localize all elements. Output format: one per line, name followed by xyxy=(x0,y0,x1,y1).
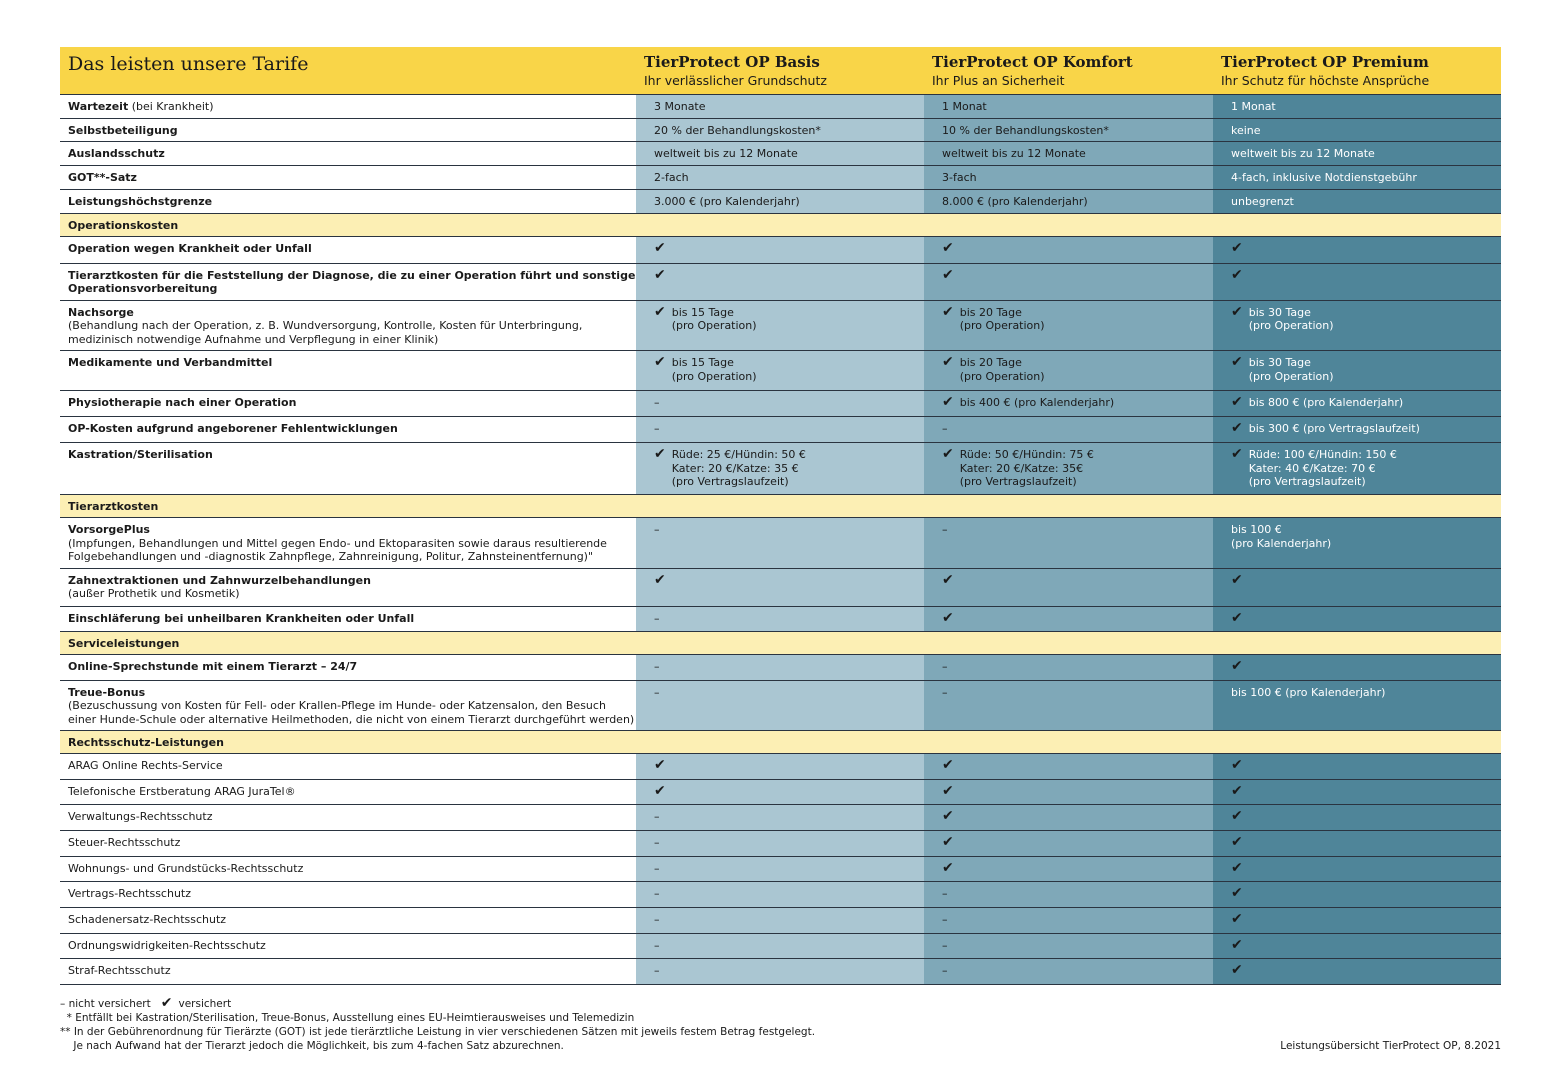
row-label xyxy=(60,236,636,263)
row-label-bold: Einschläferung bei unheilbaren Krankheiten oder Unfall xyxy=(68,611,415,625)
check-icon: ✔ xyxy=(654,354,666,370)
value-cell-premium xyxy=(1213,882,1501,908)
row-label xyxy=(60,417,636,443)
value-cell-komfort xyxy=(924,190,1213,214)
tariff-table xyxy=(60,47,1501,985)
table-row xyxy=(60,959,1501,985)
value-cell-komfort xyxy=(924,300,1213,351)
check-icon: ✔ xyxy=(1231,911,1243,927)
value-cell-premium xyxy=(1213,94,1501,118)
value-text: – xyxy=(942,685,948,699)
check-icon: ✔ xyxy=(1231,834,1243,850)
check-icon: ✔ xyxy=(942,354,954,370)
value-cell-komfort xyxy=(924,236,1213,263)
value-cell-basis xyxy=(636,831,924,857)
row-label xyxy=(60,391,636,417)
row-label xyxy=(60,654,636,680)
table-row xyxy=(60,417,1501,443)
row-label-text: (bei Krankheit) xyxy=(128,99,214,113)
row-label-bold: Kastration/Sterilisation xyxy=(68,448,213,461)
check-icon: ✔ xyxy=(1231,962,1243,978)
value-cell-komfort xyxy=(924,568,1213,606)
row-label-text: Ordnungswidrigkeiten-Rechtsschutz xyxy=(68,939,266,952)
row-label-note: (außer Prothetik und Kosmetik) xyxy=(68,587,240,600)
value-cell-basis xyxy=(636,805,924,831)
value-cell-premium xyxy=(1213,142,1501,166)
row-label xyxy=(60,166,636,190)
section-row xyxy=(60,631,1501,654)
row-label xyxy=(60,857,636,882)
value-cell-basis xyxy=(636,300,924,351)
check-icon: ✔ xyxy=(654,303,666,320)
value-text: bis 30 Tage (pro Operation) xyxy=(1248,356,1334,383)
value-cell-premium xyxy=(1213,680,1501,731)
value-text: – xyxy=(942,659,948,673)
check-icon: ✔ xyxy=(654,239,666,256)
value-cell-premium xyxy=(1213,300,1501,351)
legend-insured: versichert xyxy=(178,998,232,1010)
value-cell-premium xyxy=(1213,190,1501,214)
check-icon: ✔ xyxy=(942,783,954,799)
value-cell-komfort xyxy=(924,934,1213,959)
check-icon: ✔ xyxy=(1231,446,1243,462)
check-icon: ✔ xyxy=(942,266,954,283)
row-label-note: (Behandlung nach der Operation, z. B. Wundversorgung, Kontrolle, Kosten für Unterbringung, medizinisch notwendige Aufnahme und Verpflegung in einer Klinik) xyxy=(68,319,583,346)
section-label: Rechtsschutz-Leistungen xyxy=(60,731,1501,754)
value-cell-premium xyxy=(1213,754,1501,780)
value-text: weltweit bis zu 12 Monate xyxy=(942,147,1086,160)
value-cell-basis xyxy=(636,166,924,190)
value-text: bis 20 Tage (pro Operation) xyxy=(959,305,1045,332)
value-text: – xyxy=(942,913,948,926)
value-cell-premium xyxy=(1213,443,1501,495)
table-title: Das leisten unsere Tarife xyxy=(68,53,309,75)
value-cell-basis xyxy=(636,568,924,606)
value-cell-komfort xyxy=(924,518,1213,569)
value-cell-premium xyxy=(1213,908,1501,934)
value-cell-premium xyxy=(1213,118,1501,142)
value-text: – xyxy=(654,964,660,977)
value-cell-komfort xyxy=(924,780,1213,805)
check-icon: ✔ xyxy=(1231,609,1243,626)
value-cell-komfort xyxy=(924,166,1213,190)
table-row xyxy=(60,831,1501,857)
value-cell-premium xyxy=(1213,263,1501,300)
value-cell-komfort xyxy=(924,680,1213,731)
check-icon: ✔ xyxy=(1231,885,1243,901)
value-text: – xyxy=(654,836,660,849)
row-label-bold: Tierarztkosten für die Feststellung der Diagnose, die zu einer Operation führt und sonstige Operationsvorbereitung xyxy=(68,268,636,295)
value-cell-basis xyxy=(636,94,924,118)
value-text: – xyxy=(942,422,948,435)
value-text: weltweit bis zu 12 Monate xyxy=(1231,147,1375,160)
row-label xyxy=(60,780,636,805)
row-label-text: ARAG Online Rechts-Service xyxy=(68,759,223,772)
value-cell-basis xyxy=(636,190,924,214)
check-icon: ✔ xyxy=(654,266,666,283)
value-cell-premium xyxy=(1213,606,1501,631)
value-text: – xyxy=(942,523,948,536)
table-row xyxy=(60,166,1501,190)
value-cell-basis xyxy=(636,934,924,959)
check-icon: ✔ xyxy=(654,783,666,799)
row-label xyxy=(60,190,636,214)
legend-not-insured: – nicht versichert xyxy=(60,998,151,1010)
value-cell-premium xyxy=(1213,518,1501,569)
row-label-note: (Bezuschussung von Kosten für Fell- oder Krallen-Pflege im Hunde- oder Katzensalon, den Besuch einer Hunde-Schule oder alternative Heilmethoden, die nicht von einem Tierarzt durchgeführt werden) xyxy=(68,699,635,726)
value-text: bis 800 € (pro Kalenderjahr) xyxy=(1248,396,1404,409)
row-label xyxy=(60,118,636,142)
check-icon: ✔ xyxy=(942,834,954,850)
row-label xyxy=(60,908,636,934)
value-text: – xyxy=(654,611,660,625)
check-icon: ✔ xyxy=(160,995,173,1011)
footer-notes xyxy=(60,997,815,1053)
row-label xyxy=(60,351,636,391)
check-icon: ✔ xyxy=(942,571,954,588)
value-text: Rüde: 25 €/Hündin: 50 € Kater: 20 €/Katze: 35 € (pro Vertragslaufzeit) xyxy=(671,448,806,488)
section-row xyxy=(60,495,1501,518)
value-cell-komfort xyxy=(924,805,1213,831)
value-cell-komfort xyxy=(924,908,1213,934)
value-cell-komfort xyxy=(924,443,1213,495)
table-row xyxy=(60,606,1501,631)
value-cell-komfort xyxy=(924,959,1213,985)
section-label: Tierarztkosten xyxy=(60,495,1501,518)
value-cell-basis xyxy=(636,443,924,495)
table-row xyxy=(60,236,1501,263)
value-text: 10 % der Behandlungskosten* xyxy=(942,123,1109,137)
row-label xyxy=(60,568,636,606)
plan-header-basis xyxy=(636,47,924,94)
row-label-bold: Medikamente und Verbandmittel xyxy=(68,356,273,369)
table-title-cell xyxy=(60,47,636,94)
row-label-bold: Wartezeit xyxy=(68,99,129,113)
value-text: keine xyxy=(1231,123,1261,137)
value-cell-basis xyxy=(636,391,924,417)
value-text: weltweit bis zu 12 Monate xyxy=(654,147,798,160)
value-text: – xyxy=(654,887,660,900)
value-cell-basis xyxy=(636,959,924,985)
row-label-note: (Impfungen, Behandlungen und Mittel gegen Endo- und Ektoparasiten sowie daraus resultierende Folgebehandlungen und -diagnostik Zahnpflege, Zahnreinigung, Politur, Zahnsteinentfernung)" xyxy=(68,536,607,563)
value-text: – xyxy=(942,939,948,952)
plan-tagline-komfort: Ihr Plus an Sicherheit xyxy=(932,73,1065,88)
value-cell-premium xyxy=(1213,351,1501,391)
section-row xyxy=(60,213,1501,236)
footnote-3: Je nach Aufwand hat der Tierarzt jedoch die Möglichkeit, bis zum 4-fachen Satz abzurechnen. xyxy=(60,1040,564,1052)
row-label-text: Verwaltungs-Rechtsschutz xyxy=(68,810,213,823)
check-icon: ✔ xyxy=(1231,860,1243,876)
value-cell-premium xyxy=(1213,417,1501,443)
row-label xyxy=(60,142,636,166)
check-icon: ✔ xyxy=(1231,657,1243,674)
value-text: Rüde: 100 €/Hündin: 150 € Kater: 40 €/Katze: 70 € (pro Vertragslaufzeit) xyxy=(1248,448,1397,488)
value-cell-basis xyxy=(636,606,924,631)
row-label xyxy=(60,805,636,831)
value-text: 1 Monat xyxy=(942,99,987,113)
row-label-text: Telefonische Erstberatung ARAG JuraTel® xyxy=(68,785,296,798)
value-text: – xyxy=(654,862,660,875)
value-cell-premium xyxy=(1213,391,1501,417)
value-text: – xyxy=(654,913,660,926)
check-icon: ✔ xyxy=(1231,394,1243,410)
value-text: – xyxy=(654,685,660,699)
row-label xyxy=(60,680,636,731)
row-label-bold: Selbstbeteiligung xyxy=(68,123,178,137)
check-icon: ✔ xyxy=(942,860,954,876)
table-row xyxy=(60,754,1501,780)
check-icon: ✔ xyxy=(942,394,954,410)
value-cell-basis xyxy=(636,417,924,443)
row-label xyxy=(60,443,636,495)
row-label-bold: Physiotherapie nach einer Operation xyxy=(68,396,297,409)
value-cell-basis xyxy=(636,882,924,908)
value-cell-basis xyxy=(636,351,924,391)
check-icon: ✔ xyxy=(1231,266,1243,283)
value-text: bis 100 € (pro Kalenderjahr) xyxy=(1231,685,1386,699)
section-label: Serviceleistungen xyxy=(60,631,1501,654)
value-cell-komfort xyxy=(924,606,1213,631)
row-label-text: Vertrags-Rechtsschutz xyxy=(68,887,192,900)
plan-header-premium xyxy=(1213,47,1501,94)
value-cell-komfort xyxy=(924,263,1213,300)
value-text: 4-fach, inklusive Notdienstgebühr xyxy=(1231,171,1417,184)
value-cell-basis xyxy=(636,263,924,300)
row-label-text: Schadenersatz-Rechtsschutz xyxy=(68,913,227,926)
check-icon: ✔ xyxy=(654,571,666,588)
value-text: 8.000 € (pro Kalenderjahr) xyxy=(942,195,1088,208)
table-row xyxy=(60,518,1501,569)
plan-tagline-basis: Ihr verlässlicher Grundschutz xyxy=(644,73,827,88)
plan-header-komfort xyxy=(924,47,1213,94)
table-row xyxy=(60,882,1501,908)
value-text: bis 20 Tage (pro Operation) xyxy=(959,356,1045,383)
row-label xyxy=(60,934,636,959)
table-row xyxy=(60,118,1501,142)
value-cell-premium xyxy=(1213,568,1501,606)
value-cell-premium xyxy=(1213,831,1501,857)
plan-name-premium: TierProtect OP Premium xyxy=(1221,53,1429,71)
table-row xyxy=(60,94,1501,118)
table-row xyxy=(60,300,1501,351)
row-label xyxy=(60,263,636,300)
check-icon: ✔ xyxy=(1231,808,1243,824)
table-row xyxy=(60,443,1501,495)
legend xyxy=(60,997,815,1011)
value-cell-premium xyxy=(1213,780,1501,805)
value-cell-komfort xyxy=(924,882,1213,908)
row-label-bold: Nachsorge xyxy=(68,305,134,319)
value-text: Rüde: 50 €/Hündin: 75 € Kater: 20 €/Katze: 35€ (pro Vertragslaufzeit) xyxy=(959,448,1094,488)
row-label-bold: Operation wegen Krankheit oder Unfall xyxy=(68,241,312,255)
value-cell-komfort xyxy=(924,118,1213,142)
table-row xyxy=(60,142,1501,166)
value-cell-premium xyxy=(1213,236,1501,263)
value-cell-premium xyxy=(1213,934,1501,959)
value-cell-basis xyxy=(636,654,924,680)
row-label-bold: Treue-Bonus xyxy=(68,685,146,699)
check-icon: ✔ xyxy=(1231,354,1243,370)
table-row xyxy=(60,391,1501,417)
plan-name-basis: TierProtect OP Basis xyxy=(644,53,820,71)
check-icon: ✔ xyxy=(654,757,666,773)
value-text: 1 Monat xyxy=(1231,99,1276,113)
value-text: – xyxy=(942,964,948,977)
section-label: Operationskosten xyxy=(60,213,1501,236)
value-text: bis 300 € (pro Vertragslaufzeit) xyxy=(1248,422,1420,435)
value-cell-komfort xyxy=(924,754,1213,780)
row-label xyxy=(60,959,636,985)
value-cell-komfort xyxy=(924,654,1213,680)
row-label-bold: Zahnextraktionen und Zahnwurzelbehandlungen xyxy=(68,573,371,587)
check-icon: ✔ xyxy=(1231,303,1243,320)
check-icon: ✔ xyxy=(1231,783,1243,799)
plan-tagline-premium: Ihr Schutz für höchste Ansprüche xyxy=(1221,73,1430,88)
row-label-bold: GOT**-Satz xyxy=(68,171,137,184)
value-text: bis 30 Tage (pro Operation) xyxy=(1248,305,1334,332)
check-icon: ✔ xyxy=(942,757,954,773)
check-icon: ✔ xyxy=(654,446,666,462)
table-row xyxy=(60,654,1501,680)
value-text: – xyxy=(654,810,660,823)
value-text: – xyxy=(654,422,660,435)
row-label xyxy=(60,606,636,631)
row-label xyxy=(60,882,636,908)
table-row xyxy=(60,908,1501,934)
value-cell-premium xyxy=(1213,805,1501,831)
value-text: – xyxy=(654,523,660,536)
value-text: 20 % der Behandlungskosten* xyxy=(654,123,821,137)
value-text: bis 400 € (pro Kalenderjahr) xyxy=(959,396,1115,409)
value-cell-basis xyxy=(636,780,924,805)
check-icon: ✔ xyxy=(1231,757,1243,773)
value-text: 3-fach xyxy=(942,171,977,184)
value-cell-premium xyxy=(1213,654,1501,680)
table-row xyxy=(60,805,1501,831)
check-icon: ✔ xyxy=(942,303,954,320)
value-cell-basis xyxy=(636,908,924,934)
value-text: bis 15 Tage (pro Operation) xyxy=(671,305,757,332)
row-label xyxy=(60,831,636,857)
value-text: bis 100 € (pro Kalenderjahr) xyxy=(1231,523,1332,550)
value-text: – xyxy=(654,939,660,952)
value-cell-basis xyxy=(636,118,924,142)
value-text: – xyxy=(654,659,660,673)
footnote-2: ** In der Gebührenordnung für Tierärzte (GOT) ist jede tierärztliche Leistung in vier verschiedenen Sätzen mit jeweils festem Betrag festgelegt. xyxy=(60,1026,816,1038)
table-row xyxy=(60,263,1501,300)
value-cell-basis xyxy=(636,857,924,882)
value-cell-komfort xyxy=(924,831,1213,857)
row-label xyxy=(60,300,636,351)
check-icon: ✔ xyxy=(1231,937,1243,953)
value-cell-basis xyxy=(636,754,924,780)
section-row xyxy=(60,731,1501,754)
table-row xyxy=(60,680,1501,731)
row-label xyxy=(60,754,636,780)
value-text: 2-fach xyxy=(654,171,689,184)
document-reference: Leistungsübersicht TierProtect OP, 8.2021 xyxy=(1280,1040,1501,1052)
check-icon: ✔ xyxy=(942,446,954,462)
value-text: – xyxy=(942,887,948,900)
footnote-1: * Entfällt bei Kastration/Sterilisation, Treue-Bonus, Ausstellung eines EU-Heimtierausweises und Telemedizin xyxy=(60,1012,635,1024)
row-label xyxy=(60,94,636,118)
header-row xyxy=(60,47,1501,94)
check-icon: ✔ xyxy=(1231,571,1243,588)
row-label-bold: Leistungshöchstgrenze xyxy=(68,195,213,208)
value-cell-premium xyxy=(1213,959,1501,985)
row-label-bold: Auslandsschutz xyxy=(68,147,165,160)
check-icon: ✔ xyxy=(1231,420,1243,436)
value-text: unbegrenzt xyxy=(1231,195,1294,208)
row-label xyxy=(60,518,636,569)
value-cell-komfort xyxy=(924,142,1213,166)
value-text: 3.000 € (pro Kalenderjahr) xyxy=(654,195,800,208)
table-row xyxy=(60,934,1501,959)
check-icon: ✔ xyxy=(942,808,954,824)
value-cell-basis xyxy=(636,680,924,731)
row-label-text: Straf-Rechtsschutz xyxy=(68,964,171,977)
row-label-text: Wohnungs- und Grundstücks-Rechtsschutz xyxy=(68,862,304,875)
value-cell-basis xyxy=(636,236,924,263)
value-text: bis 15 Tage (pro Operation) xyxy=(671,356,757,383)
table-row xyxy=(60,780,1501,805)
plan-name-komfort: TierProtect OP Komfort xyxy=(932,53,1133,71)
check-icon: ✔ xyxy=(942,239,954,256)
value-cell-premium xyxy=(1213,166,1501,190)
value-cell-komfort xyxy=(924,94,1213,118)
table-row xyxy=(60,568,1501,606)
table-row xyxy=(60,190,1501,214)
row-label-bold: VorsorgePlus xyxy=(68,523,150,536)
value-cell-komfort xyxy=(924,351,1213,391)
row-label-bold: OP-Kosten aufgrund angeborener Fehlentwicklungen xyxy=(68,422,398,435)
value-text: 3 Monate xyxy=(654,99,706,113)
value-text: – xyxy=(654,396,660,409)
value-cell-komfort xyxy=(924,857,1213,882)
value-cell-basis xyxy=(636,518,924,569)
row-label-text: Steuer-Rechtsschutz xyxy=(68,836,181,849)
check-icon: ✔ xyxy=(942,609,954,626)
table-row xyxy=(60,351,1501,391)
row-label-bold: Online-Sprechstunde mit einem Tierarzt – 24/7 xyxy=(68,659,358,673)
check-icon: ✔ xyxy=(1231,239,1243,256)
value-cell-komfort xyxy=(924,391,1213,417)
value-cell-komfort xyxy=(924,417,1213,443)
table-row xyxy=(60,857,1501,882)
value-cell-basis xyxy=(636,142,924,166)
value-cell-premium xyxy=(1213,857,1501,882)
